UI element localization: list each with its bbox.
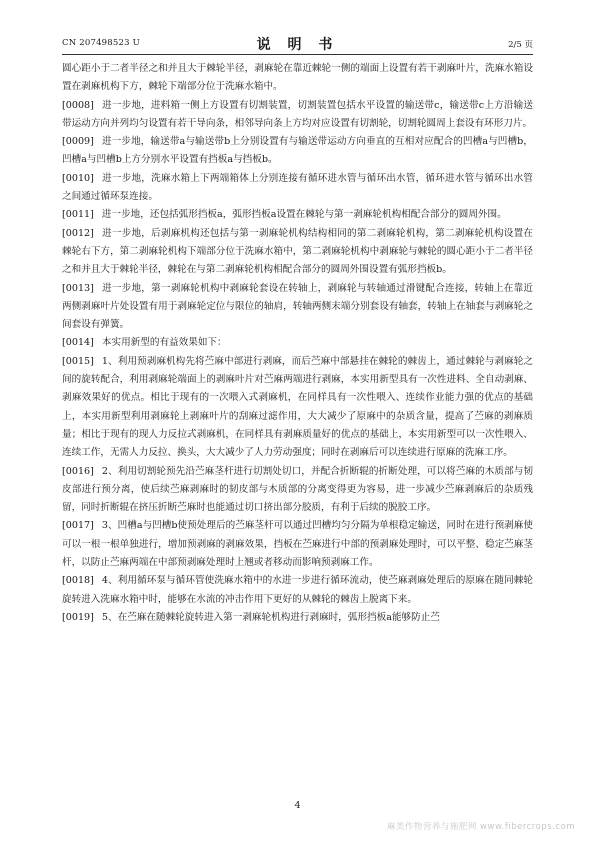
- paragraph-number: [0018]: [62, 575, 94, 587]
- page-header: [62, 34, 533, 55]
- paragraph-text: 进一步地，还包括弧形挡板a，弧形挡板a设置在棘轮与第一剥麻轮机构相配合部分的圆周外围。: [101, 209, 507, 221]
- paragraph-text: 圆心距小于二者半径之和并且大于棘轮半径，剥麻轮在靠近棘轮一侧的端面上设置有若干剥麻叶片，洗麻水箱设置在剥麻机构下方，棘轮下端部分位于洗麻水箱中。: [62, 63, 533, 93]
- paragraph-0011: [62, 206, 533, 224]
- paragraph-0009: [62, 133, 533, 170]
- paragraph-0015: [62, 353, 533, 463]
- paragraph-number: [0008]: [62, 99, 94, 111]
- paragraph-0008: [62, 97, 533, 134]
- paragraph-text: 4、利用循环泵与循环管使洗麻水箱中的水进一步进行循环流动，使苎麻剥麻处理后的原麻在随同棘轮旋转进入洗麻水箱中时，能够在水流的冲击作用下更好的从棘轮的棘齿上脱离下来。: [62, 575, 533, 605]
- paragraph-number: [0011]: [62, 209, 94, 221]
- paragraph-0013: [62, 280, 533, 335]
- document-body: [62, 60, 533, 627]
- document-title: 说 明 书: [256, 37, 339, 53]
- patent-number: CN 207498523 U: [62, 38, 140, 48]
- paragraph-0017: [62, 517, 533, 572]
- paragraph-0010: [62, 170, 533, 207]
- paragraph-text: 2、利用切割轮预先沿苎麻茎杆进行切割处切口，并配合折断辊的折断处理，可以将苎麻的木质部与韧皮部进行预分离，使后续苎麻剥麻时的韧皮部与木质部的分离变得更为容易，进一步减少苎麻剥麻后的杂质残留，同时折断辊在挤压折断苎麻时也能通过切口挤出部分胶质，有利于后续的脱胶工序。: [62, 465, 533, 514]
- page-number: 4: [294, 800, 301, 811]
- paragraph-0014: [62, 334, 533, 352]
- paragraph-0016: [62, 463, 533, 518]
- paragraph-number: [0010]: [62, 172, 94, 184]
- page-indicator: 2/5 页: [508, 40, 533, 50]
- paragraph-number: [0019]: [62, 611, 94, 623]
- paragraph-text: 进一步地，输送带a与输送带b上分别设置有与输送带运动方向垂直的互相对应配合的凹槽a与凹槽b，凹槽a与凹槽b上方分别水平设置有挡板a与挡板b。: [62, 136, 533, 166]
- paragraph-text: 5、在苎麻在随棘轮旋转进入第一剥麻轮机构进行剥麻时，弧形挡板a能够防止苎: [101, 611, 440, 623]
- paragraph-text: 本实用新型的有益效果如下：: [101, 337, 227, 349]
- paragraph-number: [0013]: [62, 282, 94, 294]
- paragraph-number: [0016]: [62, 465, 94, 477]
- paragraph-number: [0012]: [62, 227, 94, 239]
- paragraph-text: 进一步地，洗麻水箱上下两端箱体上分别连接有循环进水管与循环出水管，循环进水管与循环出水管之间通过循环泵连接。: [62, 172, 533, 203]
- paragraph-text: 3、凹槽a与凹槽b使预处理后的苎麻茎杆可以通过凹槽均匀分隔为单根稳定输送，同时在进行预剥麻使可以一根一根单独进行，增加预剥麻的剥麻效果，挡板在苎麻进行中部的预剥麻处理时，可以平整、稳定苎麻茎杆，以防止苎麻两端在中部预剥麻处理时上翘或者移动而影响预剥麻工作。: [62, 520, 533, 569]
- paragraph-continuation: [62, 60, 533, 97]
- paragraph-0012: [62, 225, 533, 280]
- site-watermark: 麻类作物营养与施肥网 www.fibercrops.com: [386, 822, 575, 832]
- paragraph-text: 进一步地，后剥麻机构还包括与第一剥麻轮机构结构相同的第二剥麻轮机构，第二剥麻轮机构设置在棘轮右下方，第二剥麻轮机构下端部分位于洗麻水箱中，第二剥麻轮机构中剥麻轮与棘轮的圆心距小于二者半径之和并且大于棘轮半径，棘轮在与第二剥麻轮机构相配合部分的圆周外围设置有弧形挡板b。: [62, 227, 533, 276]
- paragraph-text: 1、利用预剥麻机构先将苎麻中部进行剥麻，而后苎麻中部悬挂在棘轮的棘齿上，通过棘轮与剥麻轮之间的旋转配合，利用剥麻轮端面上的剥麻叶片对苎麻两端进行剥麻，本实用新型具有一次性进料、全自动剥麻、剥麻效果好的优点。相比于现有的一次喂入式剥麻机，在同样具有一次性喂入、连续作业能力强的优点的基础上，本实用新型利用剥麻轮上剥麻叶片的刮麻过滤作用，大大减少了原麻中的杂质含量，提高了苎麻的剥麻质量；相比于现有的现人力反拉式剥麻机，在同样具有剥麻质量好的优点的基础上，本实用新型可以一次性喂入、连续工作，无需人力反拉、换头，大大减少了人力劳动强度；同时在剥麻后可以连续进行原麻的洗麻工序。: [62, 355, 533, 459]
- paragraph-number: [0014]: [62, 337, 94, 349]
- paragraph-0018: [62, 572, 533, 609]
- paragraph-number: [0009]: [62, 136, 94, 148]
- paragraph-number: [0017]: [62, 520, 94, 532]
- paragraph-number: [0015]: [62, 355, 94, 367]
- paragraph-text: 进一步地，进料箱一侧上方设置有切割装置，切割装置包括水平设置的输送带c，输送带c上方沿输送带运动方向并列均匀设置有若干导向条，相邻导向条上方均对应设置有切割轮，切割轮圆周上套设有环形刀片。: [62, 99, 533, 129]
- paragraph-0019: [62, 609, 533, 627]
- paragraph-text: 进一步地，第一剥麻轮机构中剥麻轮套设在转轴上，剥麻轮与转轴通过滑键配合连接，转轴上在靠近两侧剥麻叶片处设置有用于剥麻轮定位与限位的轴肩，转轴两侧末端分别套设有轴套，转轴上在轴套与剥麻轮之间套设有弹簧。: [62, 282, 533, 331]
